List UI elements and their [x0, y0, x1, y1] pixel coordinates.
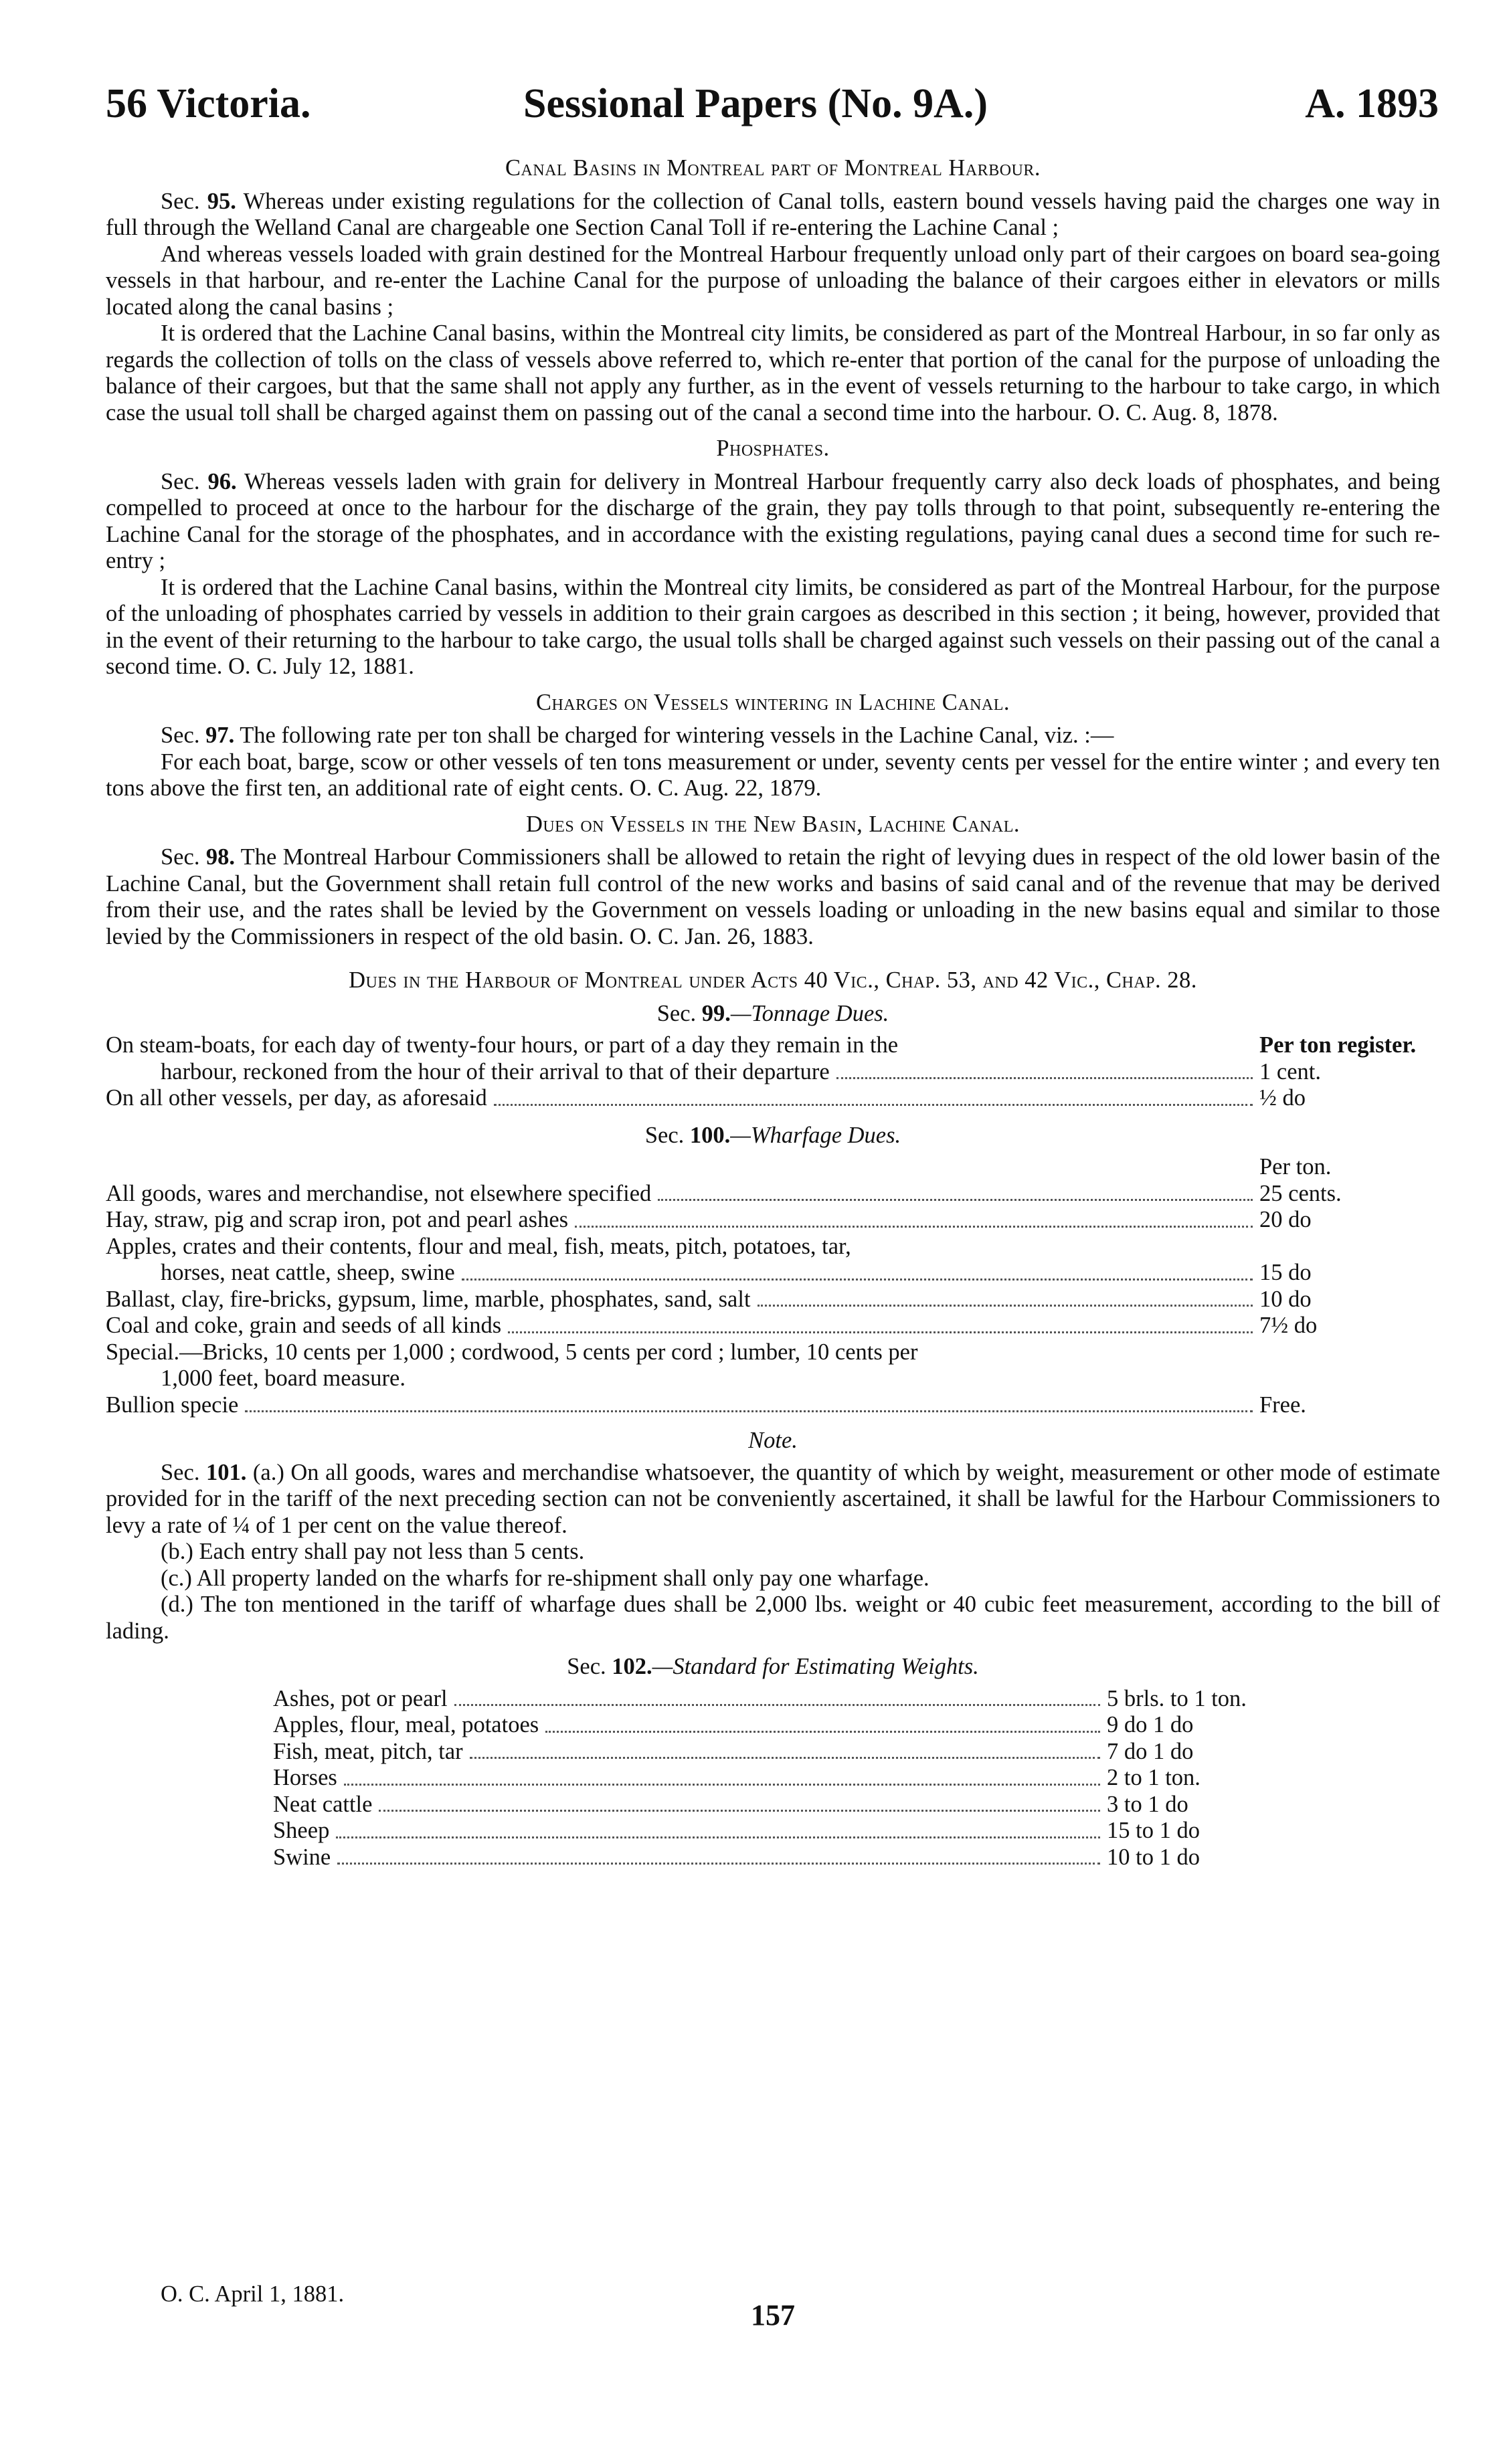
tonnage-row-1-cont — [106, 1059, 1440, 1086]
weights-value: 9 do 1 do — [1107, 1712, 1194, 1737]
weights-label: Swine — [273, 1844, 331, 1870]
section-title: —Wharfage Dues. — [730, 1122, 901, 1148]
weights-row — [273, 1686, 1301, 1713]
weights-label: Sheep — [273, 1818, 330, 1843]
dot-leader — [508, 1331, 1253, 1333]
weights-value: 3 to 1 do — [1107, 1791, 1188, 1817]
tonnage-value: ½ do — [1259, 1085, 1306, 1111]
header-year: A. 1893 — [1305, 81, 1439, 126]
wharfage-special-label: Special.—Bricks, 10 cents per 1,000 ; cordwood, 5 cents per cord ; lumber, 10 cents per — [106, 1339, 918, 1365]
wharfage-label: Apples, crates and their contents, flour and meal, fish, meats, pitch, potatoes, tar, — [106, 1233, 851, 1259]
section-101-para-b: (b.) Each entry shall pay not less than 5 cents. — [161, 1539, 585, 1564]
dot-leader — [758, 1305, 1253, 1307]
order-in-council-date: O. C. April 1, 1881. — [161, 2281, 345, 2307]
wharfage-label: Coal and coke, grain and seeds of all kinds — [106, 1313, 502, 1338]
tonnage-row-2 — [106, 1085, 1440, 1112]
section-label: Sec. — [161, 188, 200, 214]
dot-leader — [836, 1077, 1253, 1079]
wharfage-special-row — [106, 1339, 1440, 1366]
weights-row — [273, 1739, 1301, 1766]
wharfage-value: Free. — [1259, 1392, 1306, 1418]
section-number: 95. — [207, 188, 236, 214]
wharfage-value: 25 cents. — [1259, 1180, 1342, 1206]
section-label: Sec. — [644, 1122, 685, 1148]
section-96-heading: Phosphates. — [716, 436, 830, 461]
wharfage-value: 20 do — [1259, 1207, 1312, 1232]
weights-row — [273, 1844, 1301, 1871]
wharfage-special-row-cont — [106, 1365, 1440, 1392]
running-header — [0, 80, 1511, 127]
wharfage-row — [106, 1260, 1440, 1287]
paragraph-text: The following rate per ton shall be charged for wintering vessels in the Lachine Canal, viz. :— — [240, 723, 1114, 748]
weights-row — [273, 1818, 1301, 1844]
wharfage-label: Bullion specie — [106, 1392, 239, 1418]
wharfage-row — [106, 1207, 1440, 1234]
wharfage-special-label: 1,000 feet, board measure. — [161, 1365, 406, 1391]
section-label: Sec. — [656, 1000, 697, 1026]
section-95-para-3: It is ordered that the Lachine Canal basins, within the Montreal city limits, be considered as part of the Montreal Harbour, in so far only as regards the collection of tolls on the class of vessels above referred to, which re-enter that portion of the canal for the purpose of unloading the balance of their cargoes, but that the same shall not apply any further, as in the event of vessels returning to the harbour to take cargo, in which case the usual toll shall be charged against them on passing out of the canal a second time into the harbour. O. C. Aug. 8, 1878. — [106, 320, 1440, 425]
section-label: Sec. — [161, 1459, 200, 1485]
section-number: 101. — [206, 1459, 247, 1485]
wharfage-label: Hay, straw, pig and scrap iron, pot and pearl ashes — [106, 1207, 569, 1232]
tonnage-row-1 — [106, 1032, 1440, 1059]
weights-value: 10 to 1 do — [1107, 1844, 1200, 1870]
weights-label: Fish, meat, pitch, tar — [273, 1738, 463, 1764]
section-number: 99. — [701, 1000, 731, 1026]
wharfage-row — [106, 1181, 1440, 1208]
section-97-para-1 — [106, 723, 1440, 749]
section-number: 100. — [689, 1122, 731, 1148]
wharfage-row — [106, 1392, 1440, 1419]
section-number: 97. — [205, 723, 235, 748]
weights-row — [273, 1792, 1301, 1818]
section-101-para-a — [106, 1460, 1440, 1539]
section-label: Sec. — [161, 468, 200, 494]
dot-leader — [337, 1863, 1100, 1865]
weights-value: 15 to 1 do — [1107, 1818, 1200, 1843]
section-title: —Standard for Estimating Weights. — [652, 1654, 979, 1679]
section-96-para-2: It is ordered that the Lachine Canal basins, within the Montreal city limits, be considered as part of the Montreal Harbour, for the purpose of the unloading of phosphates carried by vessels in addition to their grain cargoes as described in this section ; it being, however, provided that in the event of their returning to the harbour to take cargo, the usual tolls shall be charged against such vessels on their passing out of the canal a second time. O. C. July 12, 1881. — [106, 574, 1440, 679]
section-98-para-1 — [106, 844, 1440, 950]
tonnage-label: On steam-boats, for each day of twenty-four hours, or part of a day they remain in the — [106, 1032, 899, 1058]
page-body — [106, 155, 1440, 1871]
section-97-para-2: For each boat, barge, scow or other vessels of ten tons measurement or under, seventy cents per vessel for the entire winter ; and every ten tons above the first ten, an additional rate of eight cents. O. C. Aug. 22, 1879. — [106, 749, 1440, 801]
wharfage-value: 10 do — [1259, 1286, 1312, 1312]
section-95-para-1 — [106, 189, 1440, 242]
dues-heading: Dues in the Harbour of Montreal under Acts 40 Vic., Chap. 53, and 42 Vic., Chap. 28. — [349, 967, 1197, 993]
page-number: 157 — [751, 2299, 795, 2332]
section-98-heading: Dues on Vessels in the New Basin, Lachine Canal. — [525, 811, 1020, 837]
section-label: Sec. — [567, 1654, 606, 1679]
paragraph-text: (a.) On all goods, wares and merchandise whatsoever, the quantity of which by weight, measurement or other mode of estimate provided for in the tariff of the next preceding section can not be conveniently ascertained, it shall be lawful for the Harbour Commissioners to levy a rate of ¼ of 1 per cent on the value thereof. — [106, 1459, 1441, 1538]
tonnage-value: 1 cent. — [1259, 1058, 1321, 1084]
header-volume: 56 Victoria. — [106, 81, 311, 126]
dot-leader — [379, 1810, 1100, 1812]
weights-label: Ashes, pot or pearl — [273, 1685, 448, 1711]
section-number: 96. — [207, 468, 237, 494]
paragraph-text: Whereas vessels laden with grain for delivery in Montreal Harbour frequently carry also deck loads of phosphates, and being compelled to proceed at once to the harbour for the discharge of the grain, they pay tolls through to that point, subsequently re-entering the Lachine Canal for the storage of the phosphates, and in accordance with the existing regulations, paying canal dues a second time for such re-entry ; — [106, 468, 1440, 573]
weights-table — [273, 1686, 1301, 1871]
wharfage-row — [106, 1234, 1440, 1260]
dot-leader — [494, 1104, 1253, 1106]
section-97-heading: Charges on Vessels wintering in Lachine Canal. — [535, 689, 1010, 715]
header-title: Sessional Papers (No. 9A.) — [523, 81, 988, 126]
weights-label: Horses — [273, 1765, 337, 1790]
weights-row — [273, 1712, 1301, 1739]
section-99-title — [106, 1001, 1440, 1028]
section-label: Sec. — [161, 844, 200, 870]
dot-leader — [336, 1836, 1100, 1838]
dot-leader — [658, 1199, 1253, 1201]
wharfage-label: horses, neat cattle, sheep, swine — [161, 1260, 455, 1285]
section-96-para-1 — [106, 469, 1440, 575]
section-number: 102. — [612, 1654, 652, 1679]
section-95-para-2: And whereas vessels loaded with grain destined for the Montreal Harbour frequently unload only part of their cargoes on board sea-going vessels in that harbour, and re-enter the Lachine Canal for the purpose of unloading the balance of their cargoes either in elevators or mills located along the canal basins ; — [106, 241, 1440, 320]
note-heading: Note. — [748, 1428, 798, 1453]
weights-value: 7 do 1 do — [1107, 1738, 1194, 1764]
tonnage-column-head: Per ton register. — [1259, 1032, 1417, 1058]
section-101-para-c: (c.) All property landed on the wharfs for re-shipment shall only pay one wharfage. — [161, 1565, 929, 1591]
dot-leader — [575, 1226, 1253, 1228]
paragraph-text: Whereas under existing regulations for the collection of Canal tolls, eastern bound vessels having paid the charges one way in full through the Welland Canal are chargeable one Section Canal Toll if re-entering the Lachine Canal ; — [106, 188, 1441, 240]
weights-label: Apples, flour, meal, potatoes — [273, 1712, 539, 1737]
section-102-title — [106, 1654, 1440, 1681]
dot-leader — [245, 1410, 1253, 1412]
tonnage-label: On all other vessels, per day, as aforesaid — [106, 1085, 487, 1111]
dot-leader — [545, 1731, 1100, 1733]
wharfage-row — [106, 1287, 1440, 1313]
wharfage-row — [106, 1313, 1440, 1339]
wharfage-value: 15 do — [1259, 1260, 1312, 1285]
wharfage-label: All goods, wares and merchandise, not elsewhere specified — [106, 1180, 652, 1206]
wharfage-value: 7½ do — [1259, 1313, 1318, 1338]
wharfage-column-head: Per ton. — [1259, 1154, 1332, 1179]
section-label: Sec. — [161, 723, 200, 748]
weights-value: 5 brls. to 1 ton. — [1107, 1685, 1247, 1711]
section-title: —Tonnage Dues. — [730, 1000, 889, 1026]
section-101-para-d: (d.) The ton mentioned in the tariff of wharfage dues shall be 2,000 lbs. weight or 40 cubic feet measurement, according to the bill of lading. — [106, 1592, 1440, 1644]
dot-leader — [462, 1278, 1253, 1281]
tonnage-label: harbour, reckoned from the hour of their arrival to that of their departure — [161, 1058, 830, 1084]
paragraph-text: The Montreal Harbour Commissioners shall be allowed to retain the right of levying dues in respect of the old lower basin of the Lachine Canal, but the Government shall retain full control of the new works and basins of said canal and of the revenue that may be derived from their use, and the rates shall be levied by the Government on vessels loading or unloading in the new basins equal and similar to those levied by the Commissioners in respect of the old basin. O. C. Jan. 26, 1883. — [106, 844, 1440, 949]
dot-leader — [470, 1757, 1100, 1759]
wharfage-column-head-row — [106, 1154, 1440, 1181]
weights-label: Neat cattle — [273, 1791, 373, 1817]
dot-leader — [344, 1784, 1100, 1786]
section-100-title — [106, 1123, 1440, 1149]
weights-value: 2 to 1 ton. — [1107, 1765, 1201, 1790]
weights-row — [273, 1765, 1301, 1792]
section-number: 98. — [205, 844, 235, 870]
section-95-heading: Canal Basins in Montreal part of Montreal Harbour. — [505, 155, 1041, 181]
wharfage-label: Ballast, clay, fire-bricks, gypsum, lime, marble, phosphates, sand, salt — [106, 1286, 751, 1312]
dot-leader — [454, 1704, 1100, 1706]
